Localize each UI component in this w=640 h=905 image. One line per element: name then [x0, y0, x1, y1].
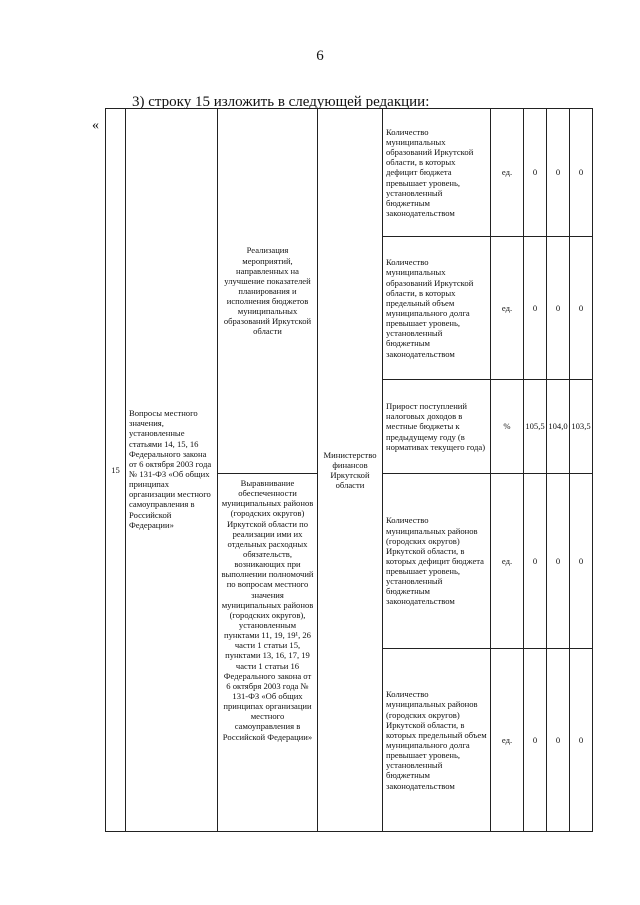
responsible-organization-cell: Министерство финансов Иркутской области — [318, 109, 383, 832]
indicator-name-cell: Количество муниципальных образований Иркутской области, в которых предельный объем муниципального долга превышает уровень, установленный бюджетным законодательством — [383, 237, 491, 380]
local-issue-cell: Вопросы местного значения, установленные статьями 14, 15, 16 Федерального закона от 6 октября 2003 года № 131-ФЗ «Об общих принципах организации местного самоуправления в Российской Федерации» — [126, 109, 218, 832]
indicator-value-cell: 103,5 — [570, 380, 593, 474]
indicator-value-cell: 0 — [524, 649, 547, 832]
indicator-value-cell: 0 — [570, 474, 593, 649]
indicator-value-cell: 0 — [547, 237, 570, 380]
amendment-heading: 3) строку 15 изложить в следующей редакции: — [132, 94, 430, 110]
indicator-name-cell: Количество муниципальных образований Иркутской области, в которых дефицит бюджета превышает уровень, установленный бюджетным законодательством — [383, 109, 491, 237]
indicator-unit-cell: ед. — [491, 474, 524, 649]
opening-quote-mark: « — [92, 118, 99, 133]
indicator-value-cell: 0 — [524, 109, 547, 237]
indicator-value-cell: 0 — [570, 237, 593, 380]
table-row — [106, 109, 593, 237]
indicator-value-cell: 104,0 — [547, 380, 570, 474]
row-number-cell: 15 — [106, 109, 126, 832]
program-indicators-table — [105, 108, 593, 832]
indicator-unit-cell: ед. — [491, 649, 524, 832]
indicator-value-cell: 105,5 — [524, 380, 547, 474]
indicator-value-cell: 0 — [547, 474, 570, 649]
indicator-value-cell: 0 — [524, 474, 547, 649]
indicator-value-cell: 0 — [524, 237, 547, 380]
indicator-unit-cell: ед. — [491, 109, 524, 237]
indicator-value-cell: 0 — [570, 649, 593, 832]
indicator-name-cell: Прирост поступлений налоговых доходов в местные бюджеты к предыдущему году (в нормативах текущего года) — [383, 380, 491, 474]
indicator-unit-cell: ед. — [491, 237, 524, 380]
indicator-name-cell: Количество муниципальных районов (городских округов) Иркутской области, в которых предельный объем муниципального долга превышает уровень, установленный бюджетным законодательством — [383, 649, 491, 832]
activity-cell: Реализация мероприятий, направленных на улучшение показателей планирования и исполнения бюджетов муниципальных образований Иркутской области — [218, 109, 318, 474]
indicator-value-cell: 0 — [547, 649, 570, 832]
activity-cell: Выравнивание обеспеченности муниципальных районов (городских округов) Иркутской области по реализации ими их отдельных расходных обязательств, возникающих при выполнении полномочий по вопросам местного значения муниципальных районов (городских округов), установленным пунктами 11, 19, 19¹, 26 части 1 статьи 15, пунктами 13, 16, 17, 19 части 1 статьи 16 Федерального закона от 6 октября 2003 года № 131-ФЗ «Об общих принципах организации местного самоуправления в Российской Федерации» — [218, 474, 318, 832]
indicator-unit-cell: % — [491, 380, 524, 474]
page-number: 6 — [316, 48, 324, 64]
indicator-value-cell: 0 — [547, 109, 570, 237]
indicator-value-cell: 0 — [570, 109, 593, 237]
indicator-name-cell: Количество муниципальных районов (городских округов) Иркутской области, в которых дефицит бюджета превышает уровень, установленный бюджетным законодательством — [383, 474, 491, 649]
